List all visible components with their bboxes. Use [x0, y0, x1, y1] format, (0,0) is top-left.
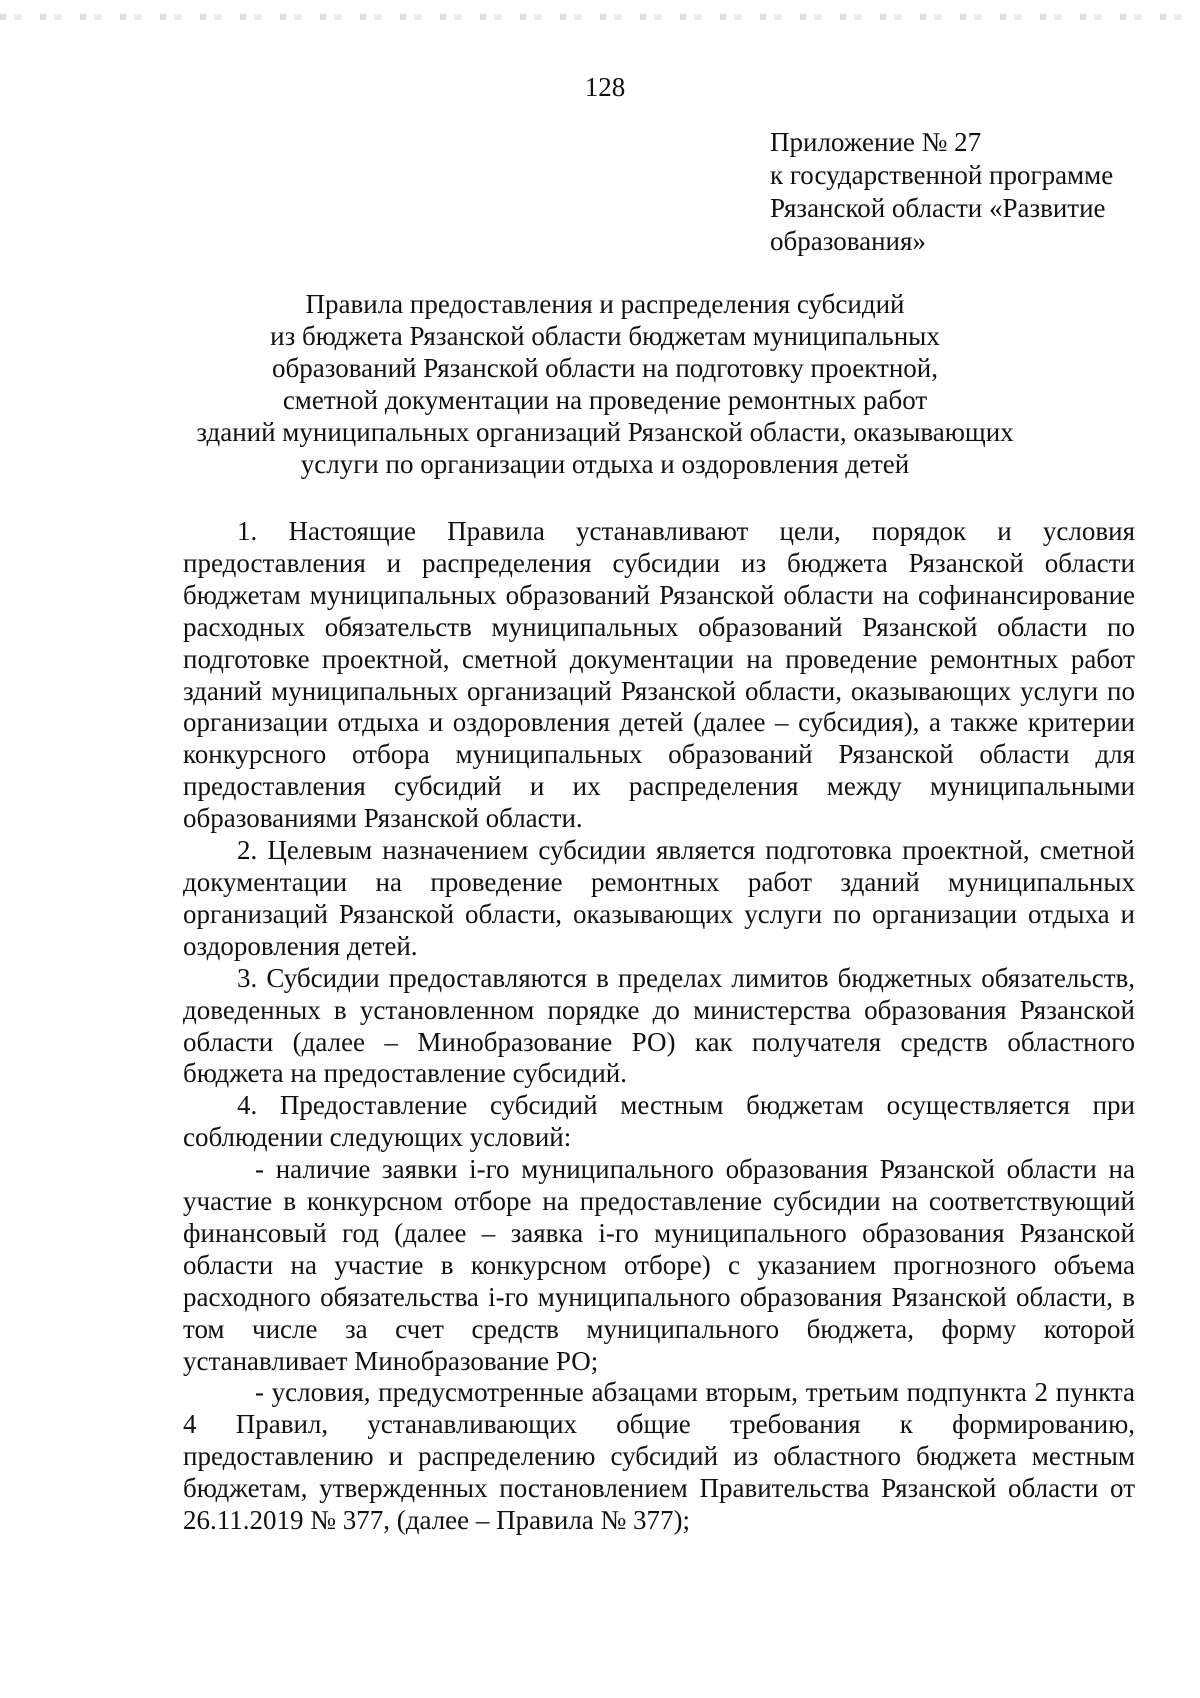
condition-item-2: - условия, предусмотренные абзацами вторым, третьим подпункта 2 пункта 4 Правил, устанавливающих общие требования к формированию, предоставлению и распределению субсидий из областного бюджета местным бюджетам, утвержденных постановлением Правительства Рязанской области от 26.11.2019 № 377, (далее – Правила № 377); [183, 1377, 1135, 1536]
condition-item-1: - наличие заявки i-го муниципального образования Рязанской области на участие в конкурсном отборе на предоставление субсидии на соответствующий финансовый год (далее – заявка i-го муниципального образования Рязанской области на участие в конкурсном отборе) с указанием прогнозного объема расходного обязательства i-го муниципального образования Рязанской области, в том числе за счет средств муниципального бюджета, форму которой устанавливает Минобразование РО; [183, 1154, 1135, 1376]
appendix-line: Рязанской области «Развитие [770, 193, 1106, 223]
paragraph-2: 2. Целевым назначением субсидии является подготовка проектной, сметной документации на проведение ремонтных работ зданий муниципальных организаций Рязанской области, оказывающих услуги по организации отдыха и оздоровления детей. [183, 835, 1135, 961]
title-line: Правила предоставления и распределения субсидий [305, 289, 905, 319]
title-line: сметной документации на проведение ремонтных работ [282, 385, 928, 415]
title-line: услуги по организации отдыха и оздоровления детей [300, 449, 910, 479]
page-number: 128 [584, 72, 626, 102]
appendix-line: образования» [770, 226, 926, 256]
scan-edge-artifact [0, 14, 1200, 20]
document-title [150, 288, 1060, 480]
appendix-line: к государственной программе [770, 160, 1114, 190]
appendix-line: Приложение № 27 [770, 127, 982, 157]
title-line: зданий муниципальных организаций Рязанской области, оказывающих [196, 417, 1014, 447]
title-line: из бюджета Рязанской области бюджетам муниципальных [270, 321, 940, 351]
document-body [183, 516, 1135, 1537]
appendix-header [770, 126, 1170, 258]
paragraph-1: 1. Настоящие Правила устанавливают цели, порядок и условия предоставления и распределения субсидии из бюджета Рязанской области бюджетам муниципальных образований Рязанской области на софинансирование расходных обязательств муниципальных образований Рязанской области по подготовке проектной, сметной документации на проведение ремонтных работ зданий муниципальных организаций Рязанской области, оказывающих услуги по организации отдыха и оздоровления детей (далее – субсидия), а также критерии конкурсного отбора муниципальных образований Рязанской области для предоставления субсидий и их распределения между муниципальными образованиями Рязанской области. [183, 516, 1135, 834]
paragraph-3: 3. Субсидии предоставляются в пределах лимитов бюджетных обязательств, доведенных в установленном порядке до министерства образования Рязанской области (далее – Минобразование РО) как получателя средств областного бюджета на предоставление субсидий. [183, 962, 1135, 1089]
paragraph-4: 4. Предоставление субсидий местным бюджетам осуществляется при соблюдении следующих условий: [183, 1090, 1135, 1153]
title-line: образований Рязанской области на подготовку проектной, [272, 353, 938, 383]
